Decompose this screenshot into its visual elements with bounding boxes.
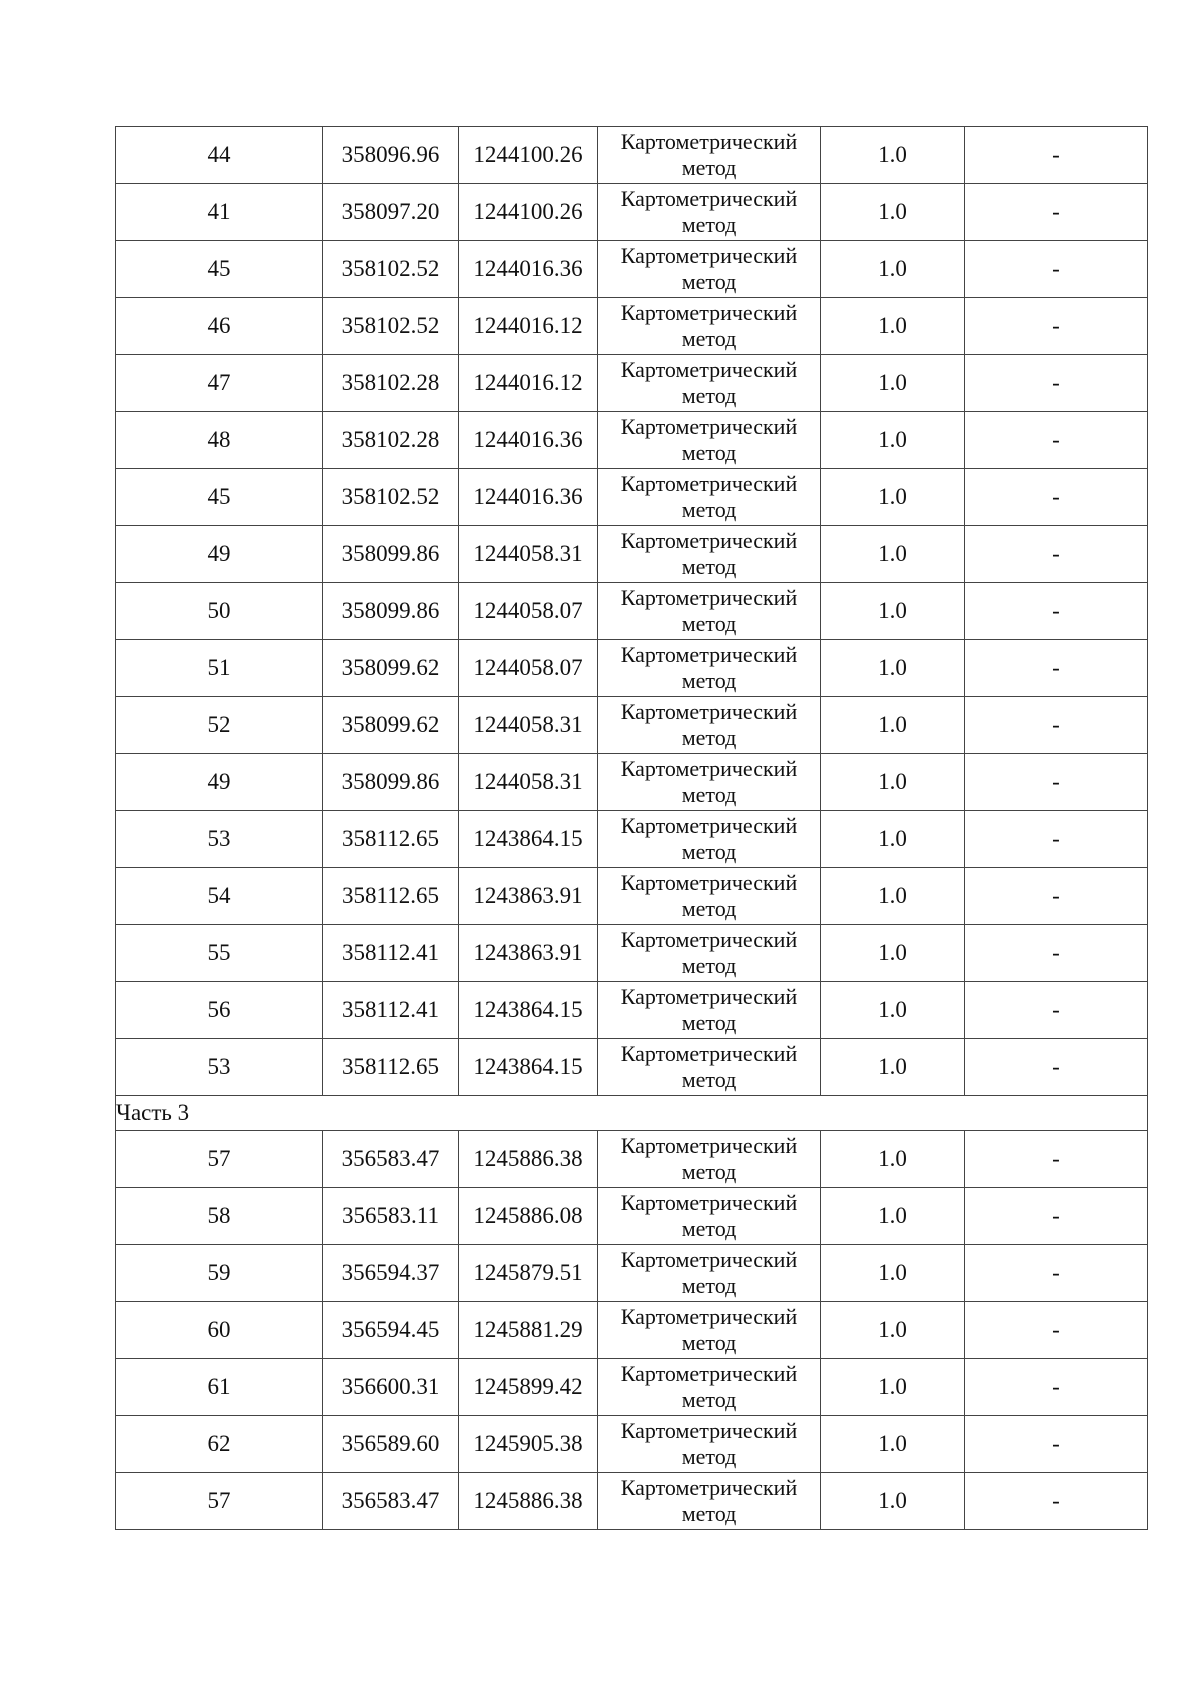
x-coordinate-cell: 358099.62 [323, 697, 459, 754]
table-row [116, 1245, 1148, 1302]
x-coordinate-cell: 358112.41 [323, 982, 459, 1039]
table-row [116, 412, 1148, 469]
table-row [116, 754, 1148, 811]
method-line-1: Картометрический [620, 813, 798, 838]
description-cell: - [965, 1131, 1148, 1188]
method-cell [598, 412, 821, 469]
method-cell [598, 1039, 821, 1096]
y-coordinate-cell: 1244058.31 [459, 754, 598, 811]
method-line-2: метод [681, 839, 737, 864]
accuracy-cell: 1.0 [821, 1359, 965, 1416]
accuracy-cell: 1.0 [821, 1302, 965, 1359]
method-line-1: Картометрический [620, 585, 798, 610]
x-coordinate-cell: 356583.11 [323, 1188, 459, 1245]
method-line-2: метод [681, 1387, 737, 1412]
section-row [116, 1096, 1148, 1131]
method-cell [598, 1131, 821, 1188]
accuracy-cell: 1.0 [821, 754, 965, 811]
description-cell: - [965, 127, 1148, 184]
method-cell [598, 526, 821, 583]
method-cell [598, 1245, 821, 1302]
method-line-2: метод [681, 497, 737, 522]
table-row [116, 697, 1148, 754]
method-cell [598, 1302, 821, 1359]
table-row [116, 355, 1148, 412]
method-cell [598, 697, 821, 754]
x-coordinate-cell: 356583.47 [323, 1473, 459, 1530]
table-body-part-b [116, 1131, 1148, 1530]
method-line-1: Картометрический [620, 300, 798, 325]
method-line-1: Картометрический [620, 927, 798, 952]
y-coordinate-cell: 1245886.38 [459, 1131, 598, 1188]
description-cell: - [965, 241, 1148, 298]
method-cell [598, 241, 821, 298]
y-coordinate-cell: 1243863.91 [459, 925, 598, 982]
description-cell: - [965, 1188, 1148, 1245]
accuracy-cell: 1.0 [821, 583, 965, 640]
method-line-2: метод [681, 1159, 737, 1184]
table-row [116, 1473, 1148, 1530]
y-coordinate-cell: 1244058.31 [459, 526, 598, 583]
accuracy-cell: 1.0 [821, 982, 965, 1039]
x-coordinate-cell: 358112.65 [323, 811, 459, 868]
method-line-1: Картометрический [620, 642, 798, 667]
accuracy-cell: 1.0 [821, 469, 965, 526]
method-line-2: метод [681, 155, 737, 180]
method-line-1: Картометрический [620, 243, 798, 268]
y-coordinate-cell: 1245899.42 [459, 1359, 598, 1416]
x-coordinate-cell: 358112.65 [323, 1039, 459, 1096]
method-line-2: метод [681, 1444, 737, 1469]
method-line-1: Картометрический [620, 756, 798, 781]
description-cell: - [965, 1416, 1148, 1473]
method-cell [598, 1416, 821, 1473]
table-row [116, 1039, 1148, 1096]
method-cell [598, 298, 821, 355]
table-row [116, 925, 1148, 982]
x-coordinate-cell: 358112.41 [323, 925, 459, 982]
y-coordinate-cell: 1245881.29 [459, 1302, 598, 1359]
accuracy-cell: 1.0 [821, 811, 965, 868]
point-number-cell: 55 [116, 925, 323, 982]
method-line-1: Картометрический [620, 1247, 798, 1272]
method-line-1: Картометрический [620, 1041, 798, 1066]
table-row [116, 868, 1148, 925]
table-row [116, 184, 1148, 241]
table-row [116, 127, 1148, 184]
x-coordinate-cell: 358097.20 [323, 184, 459, 241]
point-number-cell: 51 [116, 640, 323, 697]
x-coordinate-cell: 358112.65 [323, 868, 459, 925]
x-coordinate-cell: 358099.62 [323, 640, 459, 697]
description-cell: - [965, 355, 1148, 412]
accuracy-cell: 1.0 [821, 355, 965, 412]
point-number-cell: 52 [116, 697, 323, 754]
description-cell: - [965, 640, 1148, 697]
y-coordinate-cell: 1244058.07 [459, 640, 598, 697]
method-cell [598, 811, 821, 868]
y-coordinate-cell: 1244016.12 [459, 298, 598, 355]
y-coordinate-cell: 1243864.15 [459, 982, 598, 1039]
method-line-1: Картометрический [620, 1304, 798, 1329]
method-line-1: Картометрический [620, 1418, 798, 1443]
method-line-2: метод [681, 1010, 737, 1035]
point-number-cell: 48 [116, 412, 323, 469]
point-number-cell: 62 [116, 1416, 323, 1473]
method-line-1: Картометрический [620, 699, 798, 724]
y-coordinate-cell: 1245886.08 [459, 1188, 598, 1245]
method-cell [598, 469, 821, 526]
method-line-2: метод [681, 782, 737, 807]
description-cell: - [965, 469, 1148, 526]
coordinates-table [115, 126, 1148, 1530]
method-line-2: метод [681, 383, 737, 408]
method-cell [598, 127, 821, 184]
x-coordinate-cell: 356594.37 [323, 1245, 459, 1302]
point-number-cell: 61 [116, 1359, 323, 1416]
method-line-2: метод [681, 1501, 737, 1526]
y-coordinate-cell: 1243864.15 [459, 811, 598, 868]
point-number-cell: 59 [116, 1245, 323, 1302]
section-label: Часть 3 [116, 1096, 1148, 1131]
x-coordinate-cell: 358102.52 [323, 469, 459, 526]
x-coordinate-cell: 356589.60 [323, 1416, 459, 1473]
method-cell [598, 583, 821, 640]
point-number-cell: 50 [116, 583, 323, 640]
table-row [116, 1131, 1148, 1188]
method-line-2: метод [681, 554, 737, 579]
method-line-2: метод [681, 1067, 737, 1092]
method-cell [598, 754, 821, 811]
method-line-1: Картометрический [620, 984, 798, 1009]
accuracy-cell: 1.0 [821, 412, 965, 469]
accuracy-cell: 1.0 [821, 127, 965, 184]
method-line-1: Картометрический [620, 1190, 798, 1215]
accuracy-cell: 1.0 [821, 868, 965, 925]
method-line-2: метод [681, 1330, 737, 1355]
x-coordinate-cell: 358102.52 [323, 241, 459, 298]
point-number-cell: 45 [116, 469, 323, 526]
x-coordinate-cell: 358102.52 [323, 298, 459, 355]
description-cell: - [965, 925, 1148, 982]
point-number-cell: 49 [116, 754, 323, 811]
y-coordinate-cell: 1244016.12 [459, 355, 598, 412]
point-number-cell: 44 [116, 127, 323, 184]
point-number-cell: 57 [116, 1131, 323, 1188]
method-line-1: Картометрический [620, 414, 798, 439]
table-row [116, 1188, 1148, 1245]
accuracy-cell: 1.0 [821, 1416, 965, 1473]
section-header [116, 1096, 1148, 1131]
accuracy-cell: 1.0 [821, 184, 965, 241]
description-cell: - [965, 697, 1148, 754]
description-cell: - [965, 412, 1148, 469]
table-row [116, 640, 1148, 697]
accuracy-cell: 1.0 [821, 526, 965, 583]
description-cell: - [965, 583, 1148, 640]
point-number-cell: 46 [116, 298, 323, 355]
table-row [116, 469, 1148, 526]
y-coordinate-cell: 1244100.26 [459, 127, 598, 184]
y-coordinate-cell: 1244016.36 [459, 241, 598, 298]
point-number-cell: 60 [116, 1302, 323, 1359]
table-row [116, 298, 1148, 355]
point-number-cell: 57 [116, 1473, 323, 1530]
accuracy-cell: 1.0 [821, 1131, 965, 1188]
table-row [116, 982, 1148, 1039]
table-row [116, 241, 1148, 298]
accuracy-cell: 1.0 [821, 1245, 965, 1302]
method-line-1: Картометрический [620, 1361, 798, 1386]
accuracy-cell: 1.0 [821, 925, 965, 982]
table-row [116, 1416, 1148, 1473]
method-cell [598, 184, 821, 241]
y-coordinate-cell: 1244058.07 [459, 583, 598, 640]
accuracy-cell: 1.0 [821, 640, 965, 697]
description-cell: - [965, 1245, 1148, 1302]
x-coordinate-cell: 356600.31 [323, 1359, 459, 1416]
y-coordinate-cell: 1244058.31 [459, 697, 598, 754]
accuracy-cell: 1.0 [821, 241, 965, 298]
y-coordinate-cell: 1245879.51 [459, 1245, 598, 1302]
accuracy-cell: 1.0 [821, 1473, 965, 1530]
description-cell: - [965, 184, 1148, 241]
method-line-2: метод [681, 212, 737, 237]
method-cell [598, 355, 821, 412]
description-cell: - [965, 298, 1148, 355]
point-number-cell: 49 [116, 526, 323, 583]
x-coordinate-cell: 358102.28 [323, 355, 459, 412]
method-line-1: Картометрический [620, 186, 798, 211]
method-line-1: Картометрический [620, 1133, 798, 1158]
description-cell: - [965, 1359, 1148, 1416]
description-cell: - [965, 754, 1148, 811]
description-cell: - [965, 811, 1148, 868]
method-line-1: Картометрический [620, 1475, 798, 1500]
x-coordinate-cell: 358096.96 [323, 127, 459, 184]
method-line-1: Картометрический [620, 528, 798, 553]
table-row [116, 583, 1148, 640]
y-coordinate-cell: 1243863.91 [459, 868, 598, 925]
method-line-1: Картометрический [620, 471, 798, 496]
x-coordinate-cell: 358099.86 [323, 526, 459, 583]
method-line-2: метод [681, 953, 737, 978]
point-number-cell: 41 [116, 184, 323, 241]
y-coordinate-cell: 1245886.38 [459, 1473, 598, 1530]
method-line-1: Картометрический [620, 129, 798, 154]
point-number-cell: 47 [116, 355, 323, 412]
description-cell: - [965, 868, 1148, 925]
accuracy-cell: 1.0 [821, 697, 965, 754]
accuracy-cell: 1.0 [821, 1039, 965, 1096]
table-body-part-a [116, 127, 1148, 1096]
method-cell [598, 1188, 821, 1245]
method-line-2: метод [681, 1216, 737, 1241]
point-number-cell: 58 [116, 1188, 323, 1245]
x-coordinate-cell: 358102.28 [323, 412, 459, 469]
description-cell: - [965, 1039, 1148, 1096]
description-cell: - [965, 1302, 1148, 1359]
y-coordinate-cell: 1244100.26 [459, 184, 598, 241]
description-cell: - [965, 982, 1148, 1039]
method-line-2: метод [681, 269, 737, 294]
point-number-cell: 53 [116, 811, 323, 868]
method-cell [598, 868, 821, 925]
method-cell [598, 982, 821, 1039]
method-line-1: Картометрический [620, 357, 798, 382]
accuracy-cell: 1.0 [821, 298, 965, 355]
point-number-cell: 45 [116, 241, 323, 298]
method-cell [598, 640, 821, 697]
method-line-2: метод [681, 440, 737, 465]
method-line-2: метод [681, 326, 737, 351]
description-cell: - [965, 1473, 1148, 1530]
accuracy-cell: 1.0 [821, 1188, 965, 1245]
table-row [116, 1359, 1148, 1416]
method-cell [598, 1473, 821, 1530]
description-cell: - [965, 526, 1148, 583]
method-line-2: метод [681, 725, 737, 750]
method-line-2: метод [681, 1273, 737, 1298]
y-coordinate-cell: 1244016.36 [459, 469, 598, 526]
table-row [116, 526, 1148, 583]
method-line-1: Картометрический [620, 870, 798, 895]
method-line-2: метод [681, 668, 737, 693]
x-coordinate-cell: 358099.86 [323, 583, 459, 640]
x-coordinate-cell: 358099.86 [323, 754, 459, 811]
x-coordinate-cell: 356583.47 [323, 1131, 459, 1188]
table-row [116, 1302, 1148, 1359]
point-number-cell: 54 [116, 868, 323, 925]
point-number-cell: 56 [116, 982, 323, 1039]
table-row [116, 811, 1148, 868]
method-cell [598, 925, 821, 982]
y-coordinate-cell: 1244016.36 [459, 412, 598, 469]
method-line-2: метод [681, 611, 737, 636]
x-coordinate-cell: 356594.45 [323, 1302, 459, 1359]
method-cell [598, 1359, 821, 1416]
y-coordinate-cell: 1243864.15 [459, 1039, 598, 1096]
method-line-2: метод [681, 896, 737, 921]
point-number-cell: 53 [116, 1039, 323, 1096]
y-coordinate-cell: 1245905.38 [459, 1416, 598, 1473]
